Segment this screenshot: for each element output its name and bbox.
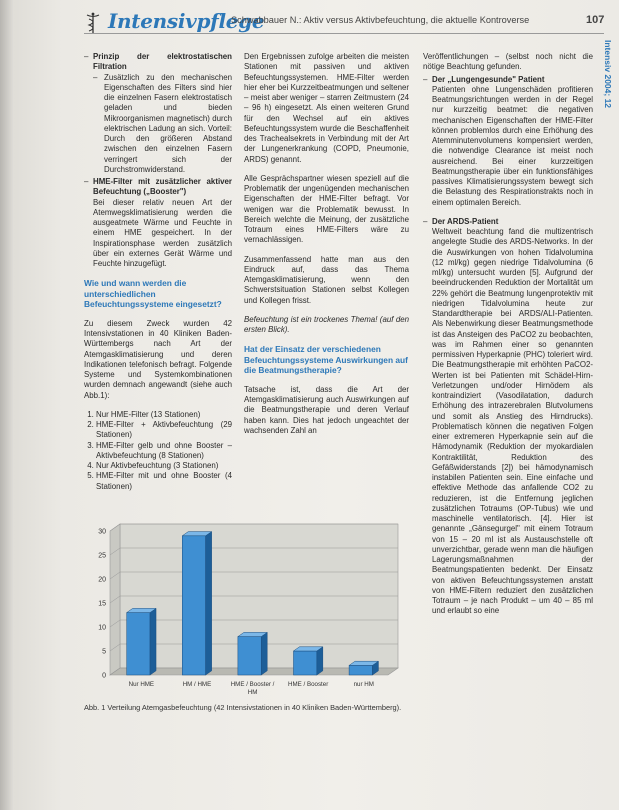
paragraph: Veröffentlichungen – (selbst noch nicht die nötige Beachtung gefunden. [423,52,593,72]
column-1 [84,52,232,492]
bar-side [261,632,267,675]
bar-side [206,532,212,675]
column-3 [423,52,593,626]
side-journal-label [602,40,616,150]
systems-list [84,410,232,492]
bullet-body: Weltweit beachtung fand die multizentrisch angelegte Studie des ARDS-Networks. In der die Auswirkungen von hohen Tidalvolumina (12 ml/kg) gegen niedrige Tidalvolumina (6 ml/kg) untersucht wurden [5]. Aufgrund der beeindruckenden Reduktion der Mortalität um 22% gehört die Beatmung lungenprotektiv mit niedrigen Tidalvolumina heute zur Standardtherapie bei ARDS/ALI-Patienten. Als Nebenwirkung dieser Beatmungsmethode ist das Ansteigen des PaCO2 zu beobachten, was im Rahmen einer so genannten permissiven Hyperkapnie (PHC) toleriert wird. Die Beatmungstherapie mit erhöhten PaCO2-Werten ist bei Patienten mit Schädel-Hirn-Verletzungen und/oder Hirnödem als kontraindiziert (Vasodilatation, dadurch Erhöhung des intrazerebralen Blutvolumens und somit als Anstieg des Hirndrucks). Problematisch können die negativen Folgen einer extremeren Hyperkapnie sein auf die Hämodynamik (Reduktion der myokardialen Kontraktilität, Reduktion des Gefäßwiderstands [2]) bei hämodynamisch instabilen Patienten sein. Eine einfache und effektive Methode das anfallende CO2 zu reduzieren, ist die Entfernung jeglichen zusätzlichen Totraums (OP-Tubus) wie und maschinelle ventilatorisch. [4]. Hier ist genannte „Gänsegurgel" mit einem Totraum von 15 – 20 ml ist als Austauschstelle oft unverzichtbar, gerade wenn man die häufigen Lagerungsmaßnahmen der Beatmungspatienten bedenkt. Der Einsatz von aktiven Befeuchtungssystemen anstatt von HME-Filtern reduziert den zusätzlichen Totraum – je nach Produkt – um 40 – 85 ml und erlaubt so eine [432,227,593,616]
paragraph: Tatsache ist, dass die Art der Atemgasklimatisierung auch Auswirkungen auf die Beatmungstherapie und deren Verlauf haben kann. Dies hat jedoch ungeachtet der wachsenden Zahl an [244,384,409,435]
paragraph: Den Ergebnissen zufolge arbeiten die meisten Stationen mit passiven und aktiven Befeuchtungssystemen. HME-Filter werden hier eher bei Kurzzeitbeatmungen und seltener – meist aber weniger – starren Zeitmustern (24 – 96 h) eingesetzt. Als einen weiteren Grund für den Wechsel auf ein aktives Befeuchtungssystem wurde die Beschaffenheit des Trachealsekrets in Verbindung mit der Art der Lungenerkrankung (COPD, Pneumonie, ARDS) genannt. [244,52,409,164]
paragraph: Zusammenfassend hatte man aus den Eindruck auf, dass das Thema Atemgasklimatisierung, wenn den Schwerstsituation Stationen selbst Kollegen und Kollegen frisst. [244,254,409,305]
section-heading: Wie und wann werden die unterschiedlichen Befeuchtungssysteme eingesetzt? [84,278,222,310]
paragraph: Zu diesem Zweck wurden 42 Intensivstationen in 40 Kliniken Baden-Württembergs nach Art der Atemgasklimatisierung und deren Indikationen telefonisch befragt. Folgende Systeme und Systemkombinationen wurden demnach angewandt (siehe auch Abb.1): [84,318,232,400]
list-item: 2. HME-Filter + Aktivbefeuchtung (29 Stationen) [96,420,232,441]
x-tick-label: HME / Booster / [230,681,275,688]
figure-caption: Abb. 1 Verteilung Atemgasbefeuchtung (42 Intensivstationen in 40 Kliniken Baden-Württemberg). [84,703,402,712]
bar [127,613,150,675]
bullet-booster [84,177,232,198]
paragraph: Alle Gesprächspartner wiesen speziell auf die Problematik der ungenügenden mechanischen Eigenschaften der HME-Filter befragt. Vor wenigen war die Problematik bewusst. In Bereich welchte die Meinung, der zusätzliche Totraum eines HME-Filters wäre zu vernachlässigen. [244,173,409,245]
list-item: 5. HME-Filter mit und ohne Booster (4 Stationen) [96,471,232,492]
bullet-title: Prinzip der elektrostatischen Filtration [93,52,232,72]
header-rule [84,33,604,34]
x-tick-label: Nur HME [128,681,155,688]
y-tick-label: 10 [98,624,106,632]
running-title: Schwabbauer N.: Aktiv versus Aktivbefeuchtung, die aktuelle Kontroverse [231,15,530,25]
bar [182,536,205,675]
sub-bullet: – Zusätzlich zu den mechanischen Eigenschaften des Filters sind hier die einzelnen Fasern elektrostatisch geladen und bieden Mikroorganismen magnetisch) durch elektrischen Ladung an sich. Vorteil: Durch den größeren Abstand zwischen den einzelnen Fasern verringert sich der Durchstromwiderstand. [84,73,232,176]
list-item: 3. HME-Filter gelb und ohne Booster – Aktivbefeuchtung (8 Stationen) [96,441,232,462]
x-tick-label: HME / Booster [288,681,329,688]
bullet-title: HME-Filter mit zusätzlicher aktiver Befeuchtung („Booster") [93,177,232,197]
binding-shadow [0,0,14,810]
bar [349,665,372,675]
y-tick-label: 5 [102,648,106,656]
list-item: 4. Nur Aktivbefeuchtung (3 Stationen) [96,461,232,471]
x-tick-label: nur HM [353,681,374,688]
bullet-title: Der ARDS-Patient [432,216,499,226]
y-tick-label: 0 [102,672,106,680]
page-number: 107 [586,14,605,26]
y-tick-label: 30 [98,528,106,536]
caduceus-logo-icon [84,12,102,34]
section-heading: Hat der Einsatz der verschiedenen Befeuchtungssysteme Auswirkungen auf die Beatmungstherapie? [244,344,408,376]
x-tick-label: HM / HME [182,681,212,688]
bullet-body: Patienten ohne Lungenschäden profitieren Beatmungsrichtungen werden in der Regel nur kurzzeitig beatmet: die negativen mechanischen Eigenschaften der HME-Filter können problemlos durch eine Erhöhung des Atemminutenvolumens kompensiert werden, die notwendige Clearance ist meist noch ausreichend. Bei einer kurzzeitigen Beatmungstherapie über ein funktionsfähiges passives Klimatisierungssystem bewegt sich die Belastung des Respirationstrakts noch in einem optimalen Bereich. [432,84,593,207]
bullet-electrostatic [84,52,232,73]
bar-chart-humidification [88,523,406,698]
bullet-ards [423,217,593,227]
bullet-lung-healthy [423,75,593,85]
column-2 [244,52,409,445]
bar-side [317,647,323,675]
y-tick-label: 25 [98,552,106,560]
y-tick-label: 15 [98,600,106,608]
y-tick-label: 20 [98,576,106,584]
bar [238,637,261,675]
bar [293,651,316,675]
side-journal-text: Intensiv 2004; 12 [603,40,613,109]
list-item: 1. Nur HME-Filter (13 Stationen) [96,410,232,420]
bullet-body: Bei dieser relativ neuen Art der Atemwegsklimatisierung werden die ausgeatmete Wärme und Feuchte in einem HME gespeichert. In der Inspirationsphase werden zusätzlich über ein externes Gerät Wärme und Feuchte hinzugefügt. [93,197,232,268]
journal-brand: Intensivpflege [108,9,265,33]
x-tick-label: HM [247,689,258,696]
bar-side [150,608,156,675]
bullet-title: Der „Lungengesunde" Patient [432,74,545,84]
paragraph-emphasis: Befeuchtung ist ein trockenes Thema! (auf den ersten Blick). [244,314,409,334]
